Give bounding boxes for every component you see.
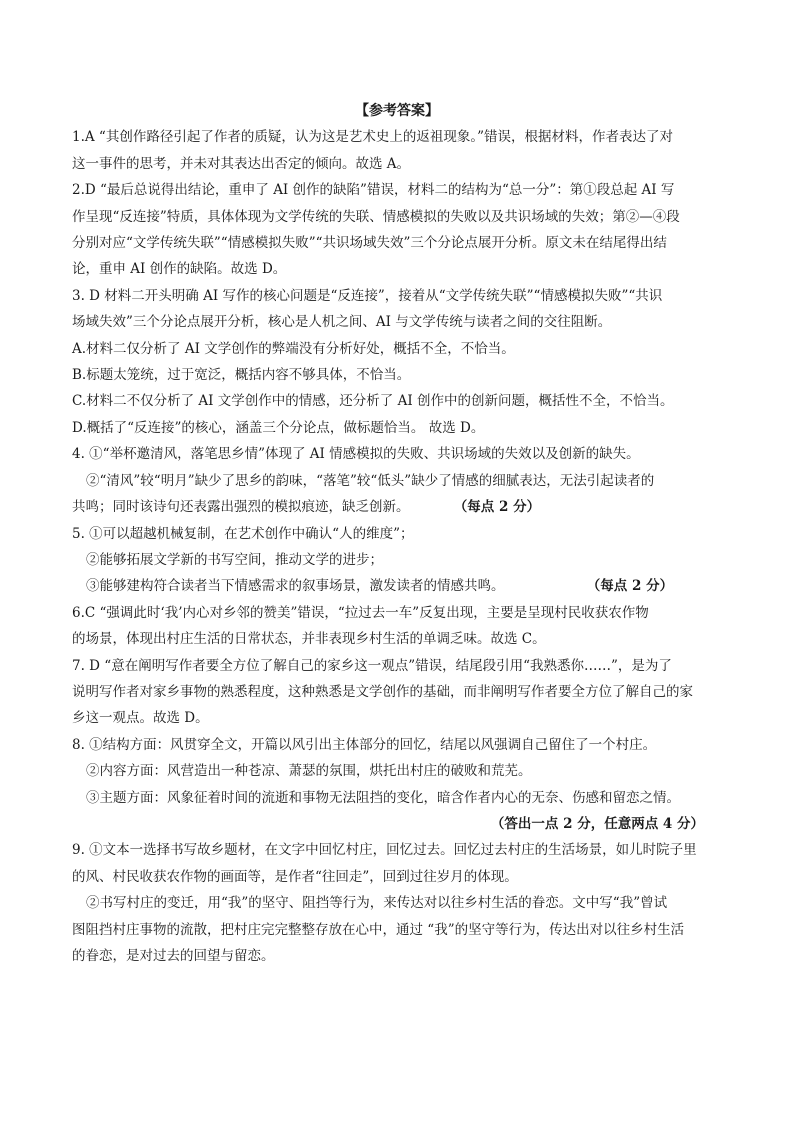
text-line: 3. D 材料二开头明确 AI 写作的核心问题是“反连接”，接着从“文学传统失联”“情感模拟失败”“共识 bbox=[72, 287, 663, 304]
text-line: ③主题方面：风象征着时间的流逝和事物无法阻挡的变化，暗含作者内心的无奈、伤感和留恋之情。 bbox=[86, 789, 680, 806]
text-line: 场域失效”三个分论点展开分析，核心是人机之间、AI 与文学传统与读者之间的交往阻断。 bbox=[72, 314, 612, 331]
score-note: （每点 2 分） bbox=[586, 578, 674, 595]
text-line: 8. ①结构方面：风贯穿全文，开篇以风引出主体部分的回忆，结尾以风强调自己留住了一个村庄。 bbox=[72, 736, 657, 753]
text-line: 的风、村民收获农作物的画面等，是作者“往回走”，回到过往岁月的体现。 bbox=[72, 868, 518, 885]
text-line: 这一事件的思考，并未对其表达出否定的倾向。故选 A。 bbox=[72, 155, 411, 172]
text-line: C.材料二不仅分析了 AI 文学创作中的情感，还分析了 AI 创作中的创新问题，概括性不全，不恰当。 bbox=[72, 393, 674, 410]
text-line bbox=[72, 494, 722, 520]
text-line: ②能够拓展文学新的书写空间，推动文学的进步； bbox=[86, 551, 383, 568]
text-line: 6.C “强调此时‘我’内心对乡邻的赞美”错误，“拉过去一车”反复出现，主要是呈现村民收获农作物 bbox=[72, 604, 649, 621]
text-line: 4. ①“举杯邀清风，落笔思乡情”体现了 AI 情感模拟的失败、共识场域的失效以及创新的缺失。 bbox=[72, 446, 640, 463]
text-line: 乡这一观点。故选 D。 bbox=[72, 710, 209, 727]
text-line: D.概括了“反连接”的核心，涵盖三个分论点，做标题恰当。 故选 D。 bbox=[72, 419, 485, 436]
text-line: 的场景，体现出村庄生活的日常状态，并非表现乡村生活的单调乏味。故选 C。 bbox=[72, 631, 546, 648]
text-line: 分别对应“文学传统失联”“情感模拟失败”“共识场域失效”三个分论点展开分析。原文未在结尾得出结 bbox=[72, 235, 667, 252]
text-line: ②书写村庄的变迁，用“我”的坚守、阻挡等行为，来传达对以往乡村生活的眷恋。文中写“我”曾试 bbox=[86, 895, 668, 912]
text-line: 9. ①文本一选择书写故乡题材，在文字中回忆村庄，回忆过去。回忆过去村庄的生活场景，如儿时院子里 bbox=[72, 842, 697, 859]
text-line: 7. D “意在阐明写作者要全方位了解自己的家乡这一观点”错误，结尾段引用“我熟悉你……”，是为了 bbox=[72, 657, 672, 674]
page-title: 【参考答案】 bbox=[355, 103, 439, 119]
text-line: 说明写作者对家乡事物的熟悉程度，这种熟悉是文学创作的基础，而非阐明写作者要全方位了解自己的家 bbox=[72, 683, 693, 700]
answer-text: ③能够建构符合读者当下情感需求的叙事场景，激发读者的情感共鸣。 bbox=[86, 578, 505, 595]
answer-sheet bbox=[72, 98, 722, 969]
text-line: ②“清风”较“明月”缺少了思乡的韵味，“落笔”较“低头”缺少了情感的细腻表达，无法引起读者的 bbox=[86, 472, 655, 489]
score-note: （每点 2 分） bbox=[453, 499, 541, 516]
text-line: A.材料二仅分析了 AI 文学创作的弊端没有分析好处，概括不全，不恰当。 bbox=[72, 340, 515, 357]
text-line bbox=[72, 573, 722, 599]
text-line: 5. ①可以超越机械复制，在艺术创作中确认“人的维度”； bbox=[72, 525, 414, 542]
text-line: 的眷恋，是对过去的回望与留恋。 bbox=[72, 948, 275, 964]
text-line: 论，重申 AI 创作的缺陷。故选 D。 bbox=[72, 261, 287, 278]
text-line: 1.A “其创作路径引起了作者的质疑，认为这是艺术史上的返祖现象。”错误，根据材料，作者表达了对 bbox=[72, 129, 673, 146]
text-line: 作呈现“反连接”特质，具体体现为文学传统的失联、情感模拟的失败以及共识场域的失效；第②—④段 bbox=[72, 208, 680, 225]
answer-text: 共鸣；同时该诗句还表露出强烈的模拟痕迹，缺乏创新。 bbox=[72, 499, 410, 516]
text-line: 2.D “最后总说得出结论，重申了 AI 创作的缺陷”错误，材料二的结构为“总一分”：第①段总起 AI 写 bbox=[72, 182, 675, 199]
text-line: B.标题太笼统，过于宽泛，概括内容不够具体，不恰当。 bbox=[72, 367, 411, 384]
text-line: ②内容方面：风营造出一种苍凉、萧瑟的氛围，烘托出村庄的破败和荒芜。 bbox=[86, 763, 532, 780]
text-line: 图阻挡村庄事物的流散，把村庄完完整整存放在心中，通过 “我”的坚守等行为，传达出对以往乡村生活 bbox=[72, 921, 685, 938]
score-note: （答出一点 2 分，任意两点 4 分） bbox=[490, 815, 704, 832]
